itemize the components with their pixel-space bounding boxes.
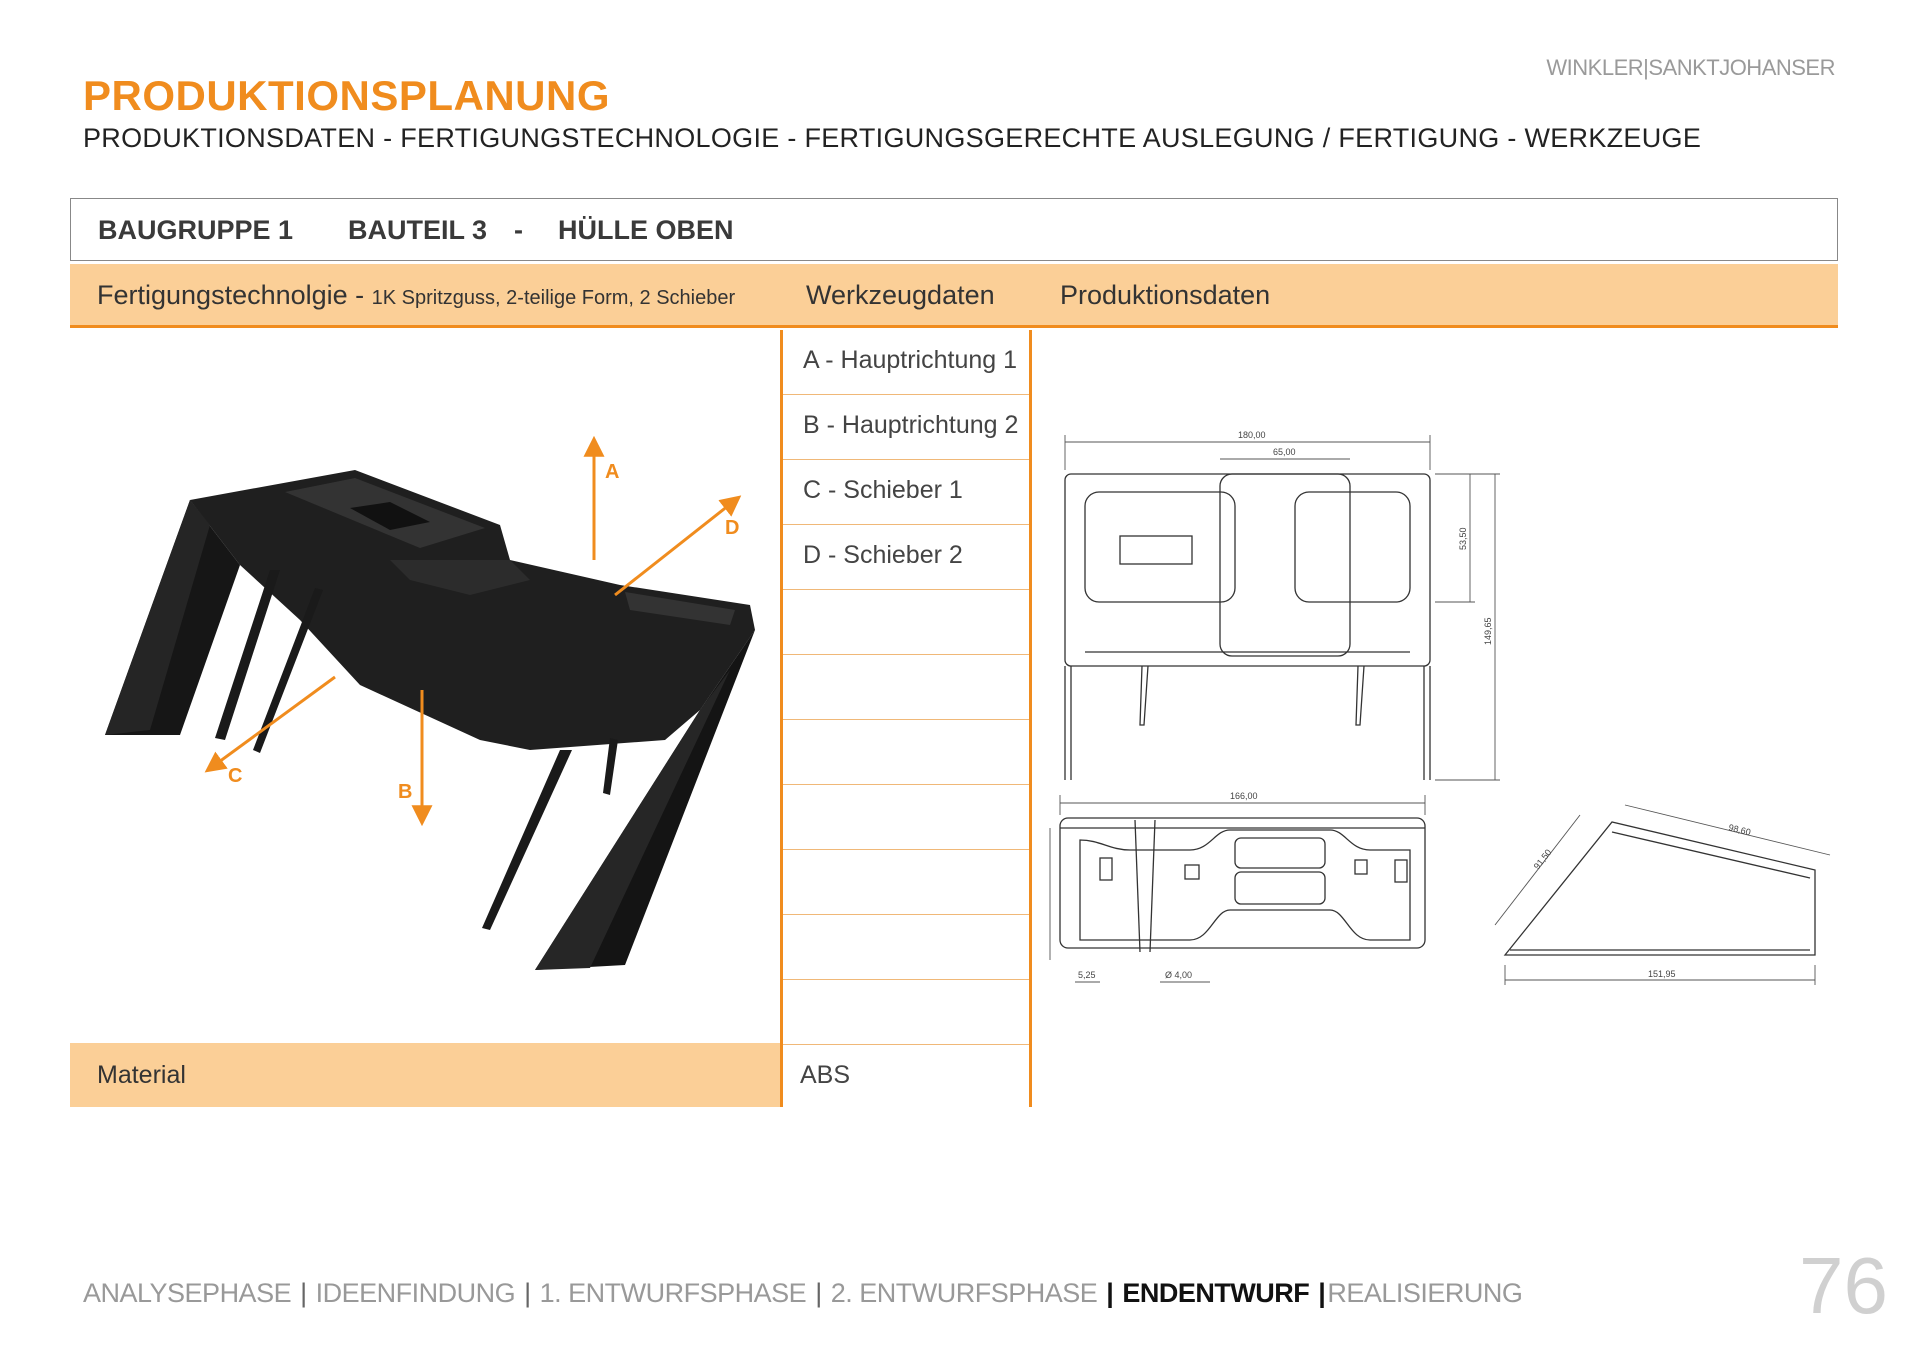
nav-separator: | — [300, 1278, 307, 1308]
dim-front-width: 180,00 — [1238, 430, 1266, 440]
phase-navigation — [83, 1278, 1522, 1309]
material-label: Material — [97, 1061, 186, 1089]
tool-row — [783, 460, 1029, 525]
tool-row — [783, 980, 1029, 1045]
dim-leg-offset: 5,25 — [1078, 970, 1096, 980]
tool-row — [783, 395, 1029, 460]
nav-separator: | — [1106, 1278, 1114, 1308]
tool-data-header: Werkzeugdaten — [806, 280, 995, 310]
arrow-d — [615, 498, 738, 595]
page-subtitle: PRODUKTIONSDATEN - FERTIGUNGSTECHNOLOGIE - FERTIGUNGSGERECHTE AUSLEGUNG / FERTIGUNG - WERKZEUGE — [83, 123, 1702, 153]
production-data-header: Produktionsdaten — [1060, 280, 1271, 310]
tool-row-label: A - Hauptrichtung 1 — [803, 346, 1018, 374]
nav-separator: | — [524, 1278, 531, 1308]
technology-header — [97, 280, 735, 311]
tool-row — [783, 915, 1029, 980]
arrow-label-a: A — [605, 461, 620, 483]
nav-item-realisierung[interactable]: REALISIERUNG — [1327, 1278, 1523, 1308]
part-dash: - — [514, 215, 523, 245]
material-row — [70, 1043, 780, 1107]
technical-drawing — [1040, 420, 1840, 1010]
dim-center-width: 65,00 — [1273, 447, 1296, 457]
side-view — [1505, 822, 1815, 955]
page-title: PRODUKTIONSPLANUNG — [83, 72, 611, 119]
dim-top-width: 166,00 — [1230, 791, 1258, 801]
tool-row — [783, 590, 1029, 655]
tool-row — [783, 330, 1029, 395]
tool-row — [783, 785, 1029, 850]
nav-item-entwurfsphase-1[interactable]: 1. ENTWURFSPHASE — [539, 1278, 807, 1308]
nav-item-analysephase[interactable]: ANALYSEPHASE — [83, 1278, 292, 1308]
dimension-lines — [1050, 435, 1830, 985]
part-label: BAUTEIL 3 — [348, 215, 488, 245]
dim-window-height: 53,50 — [1458, 527, 1468, 550]
nav-separator: | — [815, 1278, 822, 1308]
tool-row — [783, 720, 1029, 785]
top-view — [1060, 818, 1425, 952]
dim-total-height: 149,65 — [1483, 617, 1493, 645]
material-value: ABS — [800, 1061, 851, 1089]
nav-item-entwurfsphase-2[interactable]: 2. ENTWURFSPHASE — [830, 1278, 1098, 1308]
arrow-label-b: B — [398, 781, 413, 803]
technology-label: Fertigungstechnolgie - — [97, 280, 372, 310]
table-header-row — [70, 264, 1838, 328]
front-view — [1065, 474, 1430, 780]
dimension-labels — [1078, 430, 1752, 980]
nav-item-ideenfindung[interactable]: IDEENFINDUNG — [315, 1278, 516, 1308]
tool-data-column — [780, 330, 1032, 1107]
dim-side-slope: 91,50 — [1531, 847, 1554, 872]
technology-detail: 1K Spritzguss, 2-teilige Form, 2 Schieber — [371, 287, 736, 309]
group-bar — [70, 198, 1838, 261]
tool-row-label: B - Hauptrichtung 2 — [803, 411, 1019, 439]
tool-row — [783, 850, 1029, 915]
tool-row — [783, 525, 1029, 590]
part-shape — [105, 470, 755, 970]
tool-row — [783, 655, 1029, 720]
page-number: 76 — [1799, 1241, 1888, 1330]
nav-separator: | — [1318, 1278, 1326, 1308]
dim-side-depth: 151,95 — [1648, 969, 1676, 979]
arrow-label-c: C — [228, 765, 243, 787]
dim-side-top: 98,60 — [1727, 822, 1752, 838]
brand-logo-text: WINKLER|SANKTJOHANSER — [1546, 55, 1835, 80]
tool-row-label: D - Schieber 2 — [803, 541, 963, 569]
arrow-label-d: D — [725, 517, 740, 539]
part-name: HÜLLE OBEN — [558, 215, 734, 245]
nav-item-endentwurf[interactable]: ENDENTWURF — [1122, 1278, 1310, 1308]
part-render-image — [90, 420, 770, 980]
group-label: BAUGRUPPE 1 — [98, 215, 294, 245]
dim-leg-diameter: Ø 4,00 — [1165, 970, 1193, 980]
tool-row-label: C - Schieber 1 — [803, 476, 963, 504]
